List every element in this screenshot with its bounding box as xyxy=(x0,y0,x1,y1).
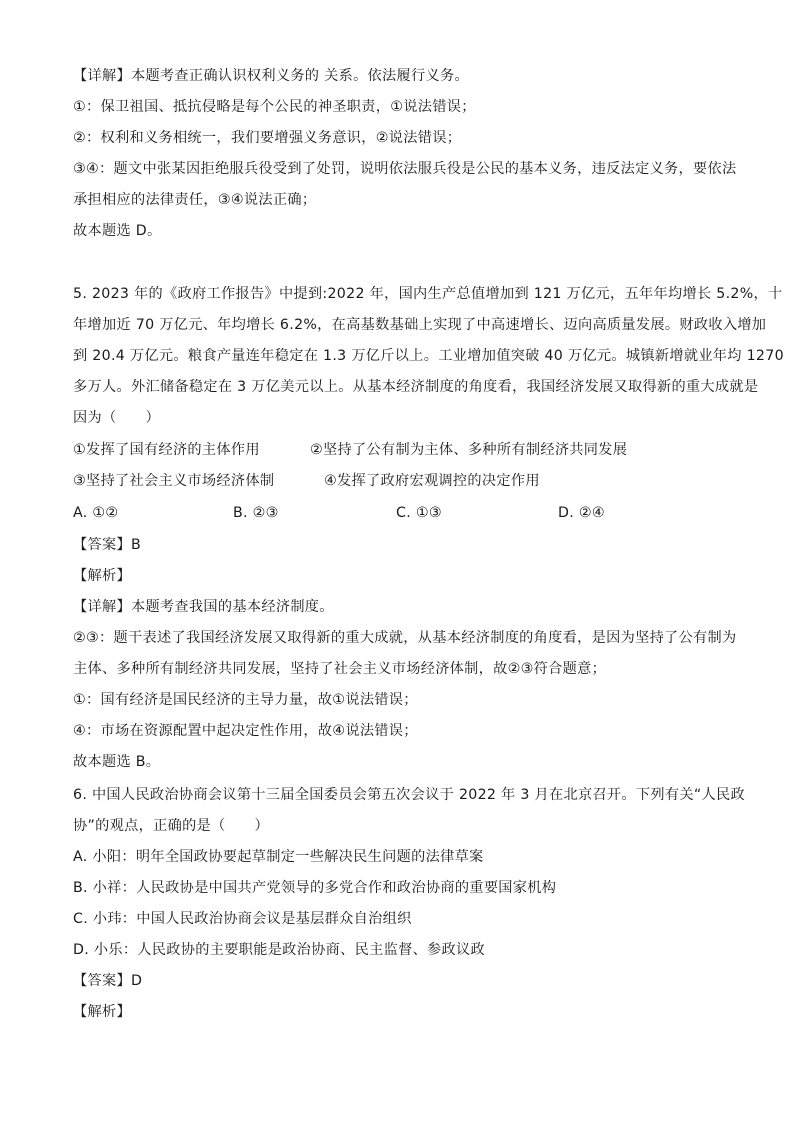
q5-explanation-line: 主体、多种所有制经济共同发展，坚持了社会主义市场经济体制，故②③符合题意； xyxy=(73,661,607,677)
q4-detail: 【详解】本题考查正确认识权利义务的 关系。依法履行义务。 xyxy=(73,68,469,84)
q6-analysis-label: 【解析】 xyxy=(73,1004,131,1020)
q5-analysis-label: 【解析】 xyxy=(73,568,131,584)
q4-explanation-line: ①：保卫祖国、抵抗侵略是每个公民的神圣职责，①说法错误； xyxy=(73,99,476,115)
q5-explanation-line: ①：国有经济是国民经济的主导力量，故①说法错误； xyxy=(73,692,418,708)
q5-answer: 【答案】B xyxy=(73,537,141,553)
q5-option-a: A. ①② xyxy=(73,505,119,521)
q5-stem-line: 5. 2023 年的《政府工作报告》中提到:2022 年，国内生产总值增加到 121 万亿元，五年年均增长 5.2%，十 xyxy=(73,286,783,302)
q6-answer: 【答案】D xyxy=(73,973,143,989)
q5-stem-line: 到 20.4 万亿元。粮食产量连年稳定在 1.3 万亿斤以上。工业增加值突破 40 万亿元。城镇新增就业年均 1270 xyxy=(73,348,784,364)
q4-explanation-line: ③④：题文中张某因拒绝服兵役受到了处罚，说明依法服兵役是公民的基本义务，违反法定义务，要依法 xyxy=(73,161,737,177)
q4-conclusion: 故本题选 D。 xyxy=(73,223,162,239)
q5-statement-2: ②坚持了公有制为主体、多种所有制经济共同发展 xyxy=(310,442,628,458)
q5-option-b: B. ②③ xyxy=(233,505,279,521)
q5-explanation-line: ④：市场在资源配置中起决定性作用，故④说法错误； xyxy=(73,723,418,739)
q5-statement-4: ④发挥了政府宏观调控的决定作用 xyxy=(324,473,540,489)
q5-stem-line: 年增加近 70 万亿元、年均增长 6.2%，在高基数基础上实现了中高速增长、迈向高质量发展。财政收入增加 xyxy=(73,317,767,333)
q6-option-a: A. 小阳：明年全国政协要起草制定一些解决民生问题的法律草案 xyxy=(73,849,484,865)
q4-explanation-line: 承担相应的法律责任，③④说法正确； xyxy=(73,192,317,208)
q6-option-c: C. 小玮：中国人民政治协商会议是基层群众自治组织 xyxy=(73,911,412,927)
q4-explanation-line: ②：权利和义务相统一，我们要增强义务意识，②说法错误； xyxy=(73,130,462,146)
q5-stem-line: 多万人。外汇储备稳定在 3 万亿美元以上。从基本经济制度的角度看，我国经济发展又取得新的重大成就是 xyxy=(73,379,759,395)
q5-conclusion: 故本题选 B。 xyxy=(73,754,161,770)
q5-option-d: D. ②④ xyxy=(558,505,605,521)
q5-statement-1: ①发挥了国有经济的主体作用 xyxy=(73,442,260,458)
q6-option-b: B. 小祥：人民政协是中国共产党领导的多党合作和政治协商的重要国家机构 xyxy=(73,880,557,896)
q6-stem-line: 协”的观点，正确的是（ ） xyxy=(73,818,269,834)
q5-detail: 【详解】本题考查我国的基本经济制度。 xyxy=(73,599,334,615)
q6-stem-line: 6. 中国人民政治协商会议第十三届全国委员会第五次会议于 2022 年 3 月在北京召开。下列有关“人民政 xyxy=(73,787,745,803)
q5-explanation-line: ②③：题干表述了我国经济发展又取得新的重大成就，从基本经济制度的角度看，是因为坚持了公有制为 xyxy=(73,630,737,646)
q5-statement-3: ③坚持了社会主义市场经济体制 xyxy=(73,473,275,489)
q5-stem-line: 因为（ ） xyxy=(73,410,160,426)
q5-option-c: C. ①③ xyxy=(396,505,442,521)
q6-option-d: D. 小乐：人民政协的主要职能是政治协商、民主监督、参政议政 xyxy=(73,942,486,958)
